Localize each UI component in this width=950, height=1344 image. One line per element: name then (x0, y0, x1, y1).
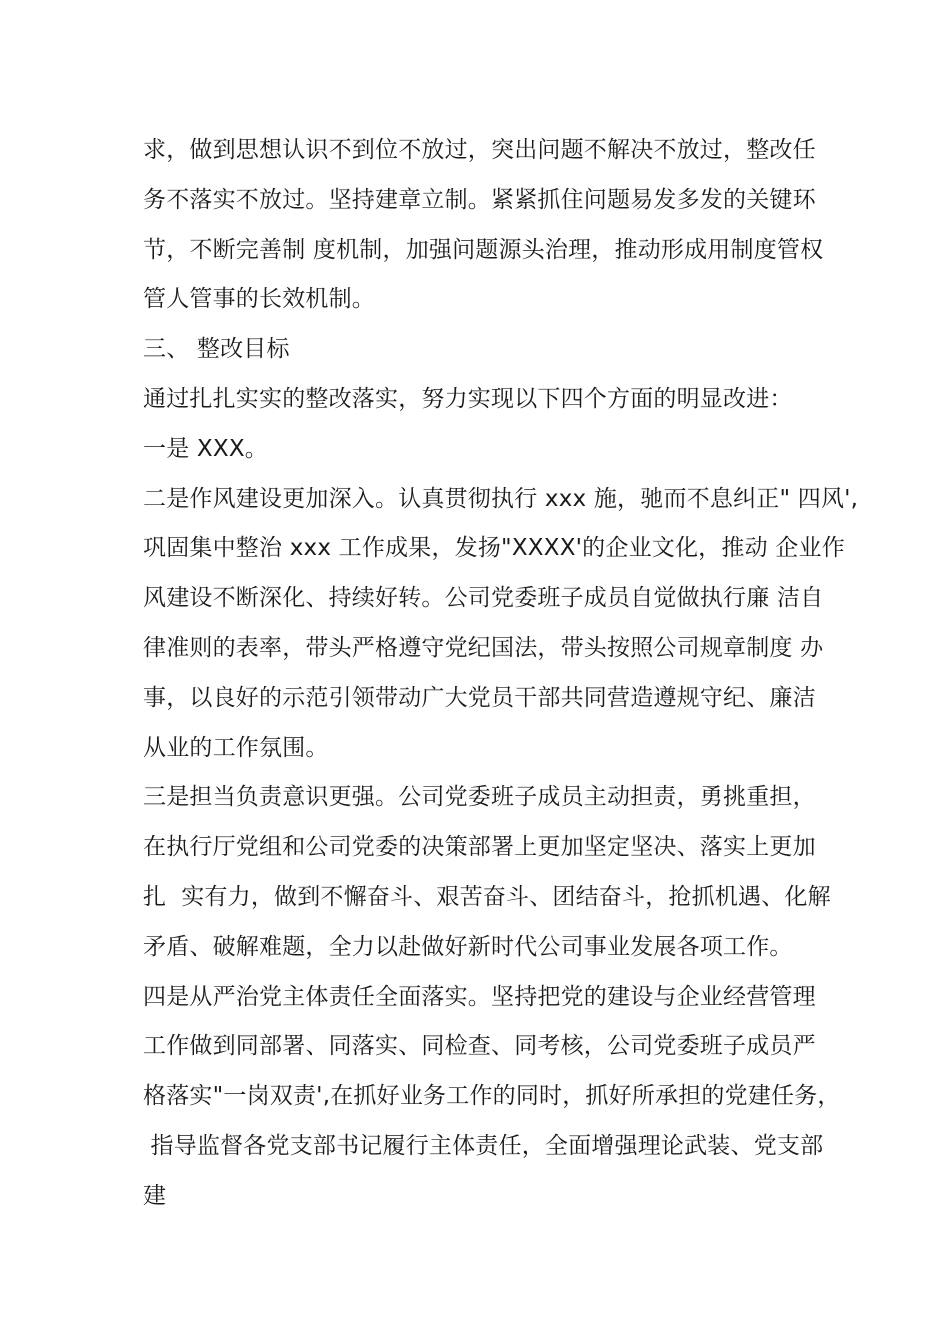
text-line: 二是作风建设更加深入。认真贯彻执行 xxx 施，驰而不息纠正" 四风', (143, 485, 859, 512)
text-line: 三是担当负责意识更强。公司党委班子成员主动担责，勇挑重担， (143, 784, 816, 811)
text-line: 求，做到思想认识不到位不放过，突出问题不解决不放过，整改任 (143, 137, 816, 163)
text-line: 建 (143, 1182, 167, 1209)
text-line: 格落实"一岗双责',在抓好业务工作的同时，抓好所承担的党建任务， (143, 1083, 841, 1110)
section-heading: 三、 整改目标 (143, 336, 290, 363)
text-line: 四是从严治党主体责任全面落实。坚持把党的建设与企业经营管理 (143, 983, 816, 1010)
text-line: 管人管事的长效机制。 (143, 286, 375, 313)
text-line: 巩固集中整治 xxx 工作成果，发扬"XXXX'的企业文化，推动 企业作 (143, 535, 845, 562)
text-line: 矛盾、破解难题，全力以赴做好新时代公司事业发展各项工作。 (143, 933, 793, 960)
text-line: 节，不断完善制 度机制，加强问题源头治理，推动形成用制度管权 (143, 236, 824, 263)
text-line: 指导监督各党支部书记履行主体责任，全面增强理论武装、党支部 (143, 1132, 824, 1159)
text-line: 事，以良好的示范引领带动广大党员干部共同营造遵规守纪、廉洁 (143, 684, 816, 711)
text-line: 工作做到同部署、同落实、同检查、同考核，公司党委班子成员严 (143, 1033, 816, 1060)
text-line: 扎 实有力，做到不懈奋斗、艰苦奋斗、团结奋斗，抢抓机遇、化解 (143, 883, 831, 910)
text-line: 务不落实不放过。坚持建章立制。紧紧抓住问题易发多发的关键环 (143, 186, 816, 213)
document-body (143, 126, 859, 1222)
text-line: 一是 XXX。 (143, 435, 268, 462)
text-line: 风建设不断深化、持续好转。公司党委班子成员自觉做执行廉 洁自 (143, 585, 824, 612)
text-line: 律准则的表率，带头严格遵守党纪国法，带头按照公司规章制度 办 (143, 634, 824, 661)
text-line: 在执行厅党组和公司党委的决策部署上更加坚定坚决、落实上更加 (143, 834, 816, 861)
text-line: 从业的工作氛围。 (143, 734, 329, 761)
text-line: 通过扎扎实实的整改落实，努力实现以下四个方面的明显改进： (143, 385, 793, 412)
